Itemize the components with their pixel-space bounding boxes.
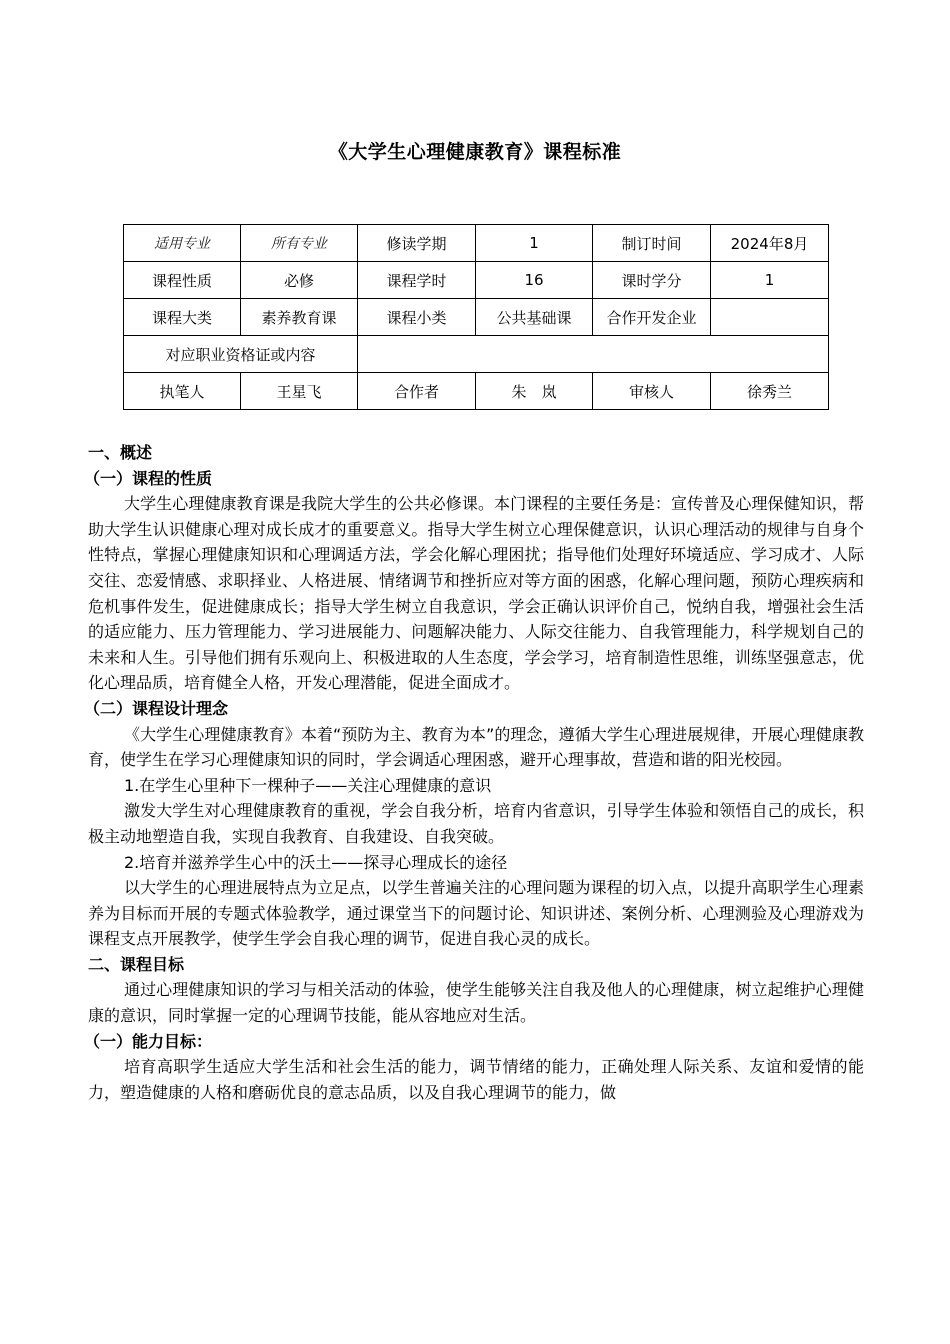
table-cell: 必修 bbox=[241, 262, 358, 299]
table-cell: 2024年8月 bbox=[711, 225, 829, 262]
list-item-title: 1.在学生心里种下一棵种子——关注心理健康的意识 bbox=[124, 775, 492, 795]
table-cell: 合作开发企业 bbox=[593, 299, 711, 336]
subsection-heading: （一）课程的性质 bbox=[84, 468, 213, 488]
table-cell: 课程大类 bbox=[124, 299, 241, 336]
table-cell bbox=[358, 336, 829, 373]
paragraph: 《大学生心理健康教育》本着“预防为主、教育为本”的理念，遵循大学生心理进展规律，开展心理健康教育，使学生在学习心理健康知识的同时，学会调适心理困惑，避开心理事故，营造和谐的阳光校园。 bbox=[88, 724, 864, 770]
table-cell: 课程小类 bbox=[358, 299, 476, 336]
document-body bbox=[84, 440, 864, 1105]
paragraph: 培育高职学生适应大学生活和社会生活的能力，调节情绪的能力，正确处理人际关系、友谊和爱情的能力，塑造健康的人格和磨砺优良的意志品质，以及自我心理调节的能力，做 bbox=[88, 1057, 864, 1102]
document-title: 《大学生心理健康教育》课程标准 bbox=[328, 141, 622, 163]
table-cell: 1 bbox=[476, 225, 593, 262]
paragraph: 通过心理健康知识的学习与相关活动的体验，使学生能够关注自我及他人的心理健康，树立起维护心理健康的意识，同时掌握一定的心理调节技能，能从容地应对生活。 bbox=[88, 980, 864, 1026]
table-cell bbox=[711, 299, 829, 336]
table-cell: 课程学时 bbox=[358, 262, 476, 299]
table-cell: 课程性质 bbox=[124, 262, 241, 299]
table-cell: 制订时间 bbox=[593, 225, 711, 262]
table-cell: 审核人 bbox=[593, 373, 711, 410]
table-row bbox=[124, 373, 829, 410]
table-cell: 适用专业 bbox=[124, 225, 241, 262]
table-row bbox=[124, 336, 829, 373]
table-cell: 执笔人 bbox=[124, 373, 241, 410]
table-cell: 素养教育课 bbox=[241, 299, 358, 336]
paragraph: 大学生心理健康教育课是我院大学生的公共必修课。本门课程的主要任务是：宣传普及心理保健知识，帮助大学生认识健康心理对成长成才的重要意义。指导大学生树立心理保健意识，认识心理活动的规律与自身个性特点，掌握心理健康知识和心理调适方法，学会化解心理困扰；指导他们处理好环境适应、学习成才、人际交往、恋爱情感、求职择业、人格进展、情绪调节和挫折应对等方面的困惑，化解心理问题，预防心理疾病和危机事件发生，促进健康成长；指导大学生树立自我意识，学会正确认识评价自己，悦纳自我，增强社会生活的适应能力、压力管理能力、学习进展能力、问题解决能力、人际交往能力、自我管理能力，科学规划自己的未来和人生。引导他们拥有乐观向上、积极进取的人生态度，学会学习，培育制造性思维，训练坚强意志，优化心理品质，培育健全人格，开发心理潜能，促进全面成才。 bbox=[88, 494, 864, 693]
paragraph: 以大学生的心理进展特点为立足点，以学生普遍关注的心理问题为课程的切入点，以提升高职学生心理素养为目标而开展的专题式体验教学，通过课堂当下的问题讨论、知识讲述、案例分析、心理测验及心理游戏为课程支点开展教学，使学生学会自我心理的调节，促进自我心灵的成长。 bbox=[88, 878, 864, 949]
table-row bbox=[124, 225, 829, 262]
table-cell: 1 bbox=[711, 262, 829, 299]
table-row bbox=[124, 299, 829, 336]
table-cell: 修读学期 bbox=[358, 225, 476, 262]
table-cell: 徐秀兰 bbox=[711, 373, 829, 410]
list-item-title: 2.培育并滋养学生心中的沃土——探寻心理成长的途径 bbox=[124, 852, 508, 872]
table-cell: 合作者 bbox=[358, 373, 476, 410]
table-cell: 课时学分 bbox=[593, 262, 711, 299]
table-cell: 王星飞 bbox=[241, 373, 358, 410]
subsection-heading: （一）能力目标： bbox=[84, 1031, 213, 1051]
table-row bbox=[124, 262, 829, 299]
table-cell: 公共基础课 bbox=[476, 299, 593, 336]
table-cell: 16 bbox=[476, 262, 593, 299]
table-cell: 朱 岚 bbox=[476, 373, 593, 410]
paragraph: 激发大学生对心理健康教育的重视，学会自我分析，培育内省意识，引导学生体验和领悟自己的成长，积极主动地塑造自我，实现自我教育、自我建设、自我突破。 bbox=[88, 801, 864, 846]
section-heading: 二、课程目标 bbox=[88, 954, 185, 974]
table-cell: 对应职业资格证或内容 bbox=[124, 336, 358, 373]
table-cell: 所有专业 bbox=[241, 225, 358, 262]
course-info-table bbox=[123, 224, 829, 410]
section-heading: 一、概述 bbox=[88, 443, 153, 462]
subsection-heading: （二）课程设计理念 bbox=[84, 698, 229, 718]
